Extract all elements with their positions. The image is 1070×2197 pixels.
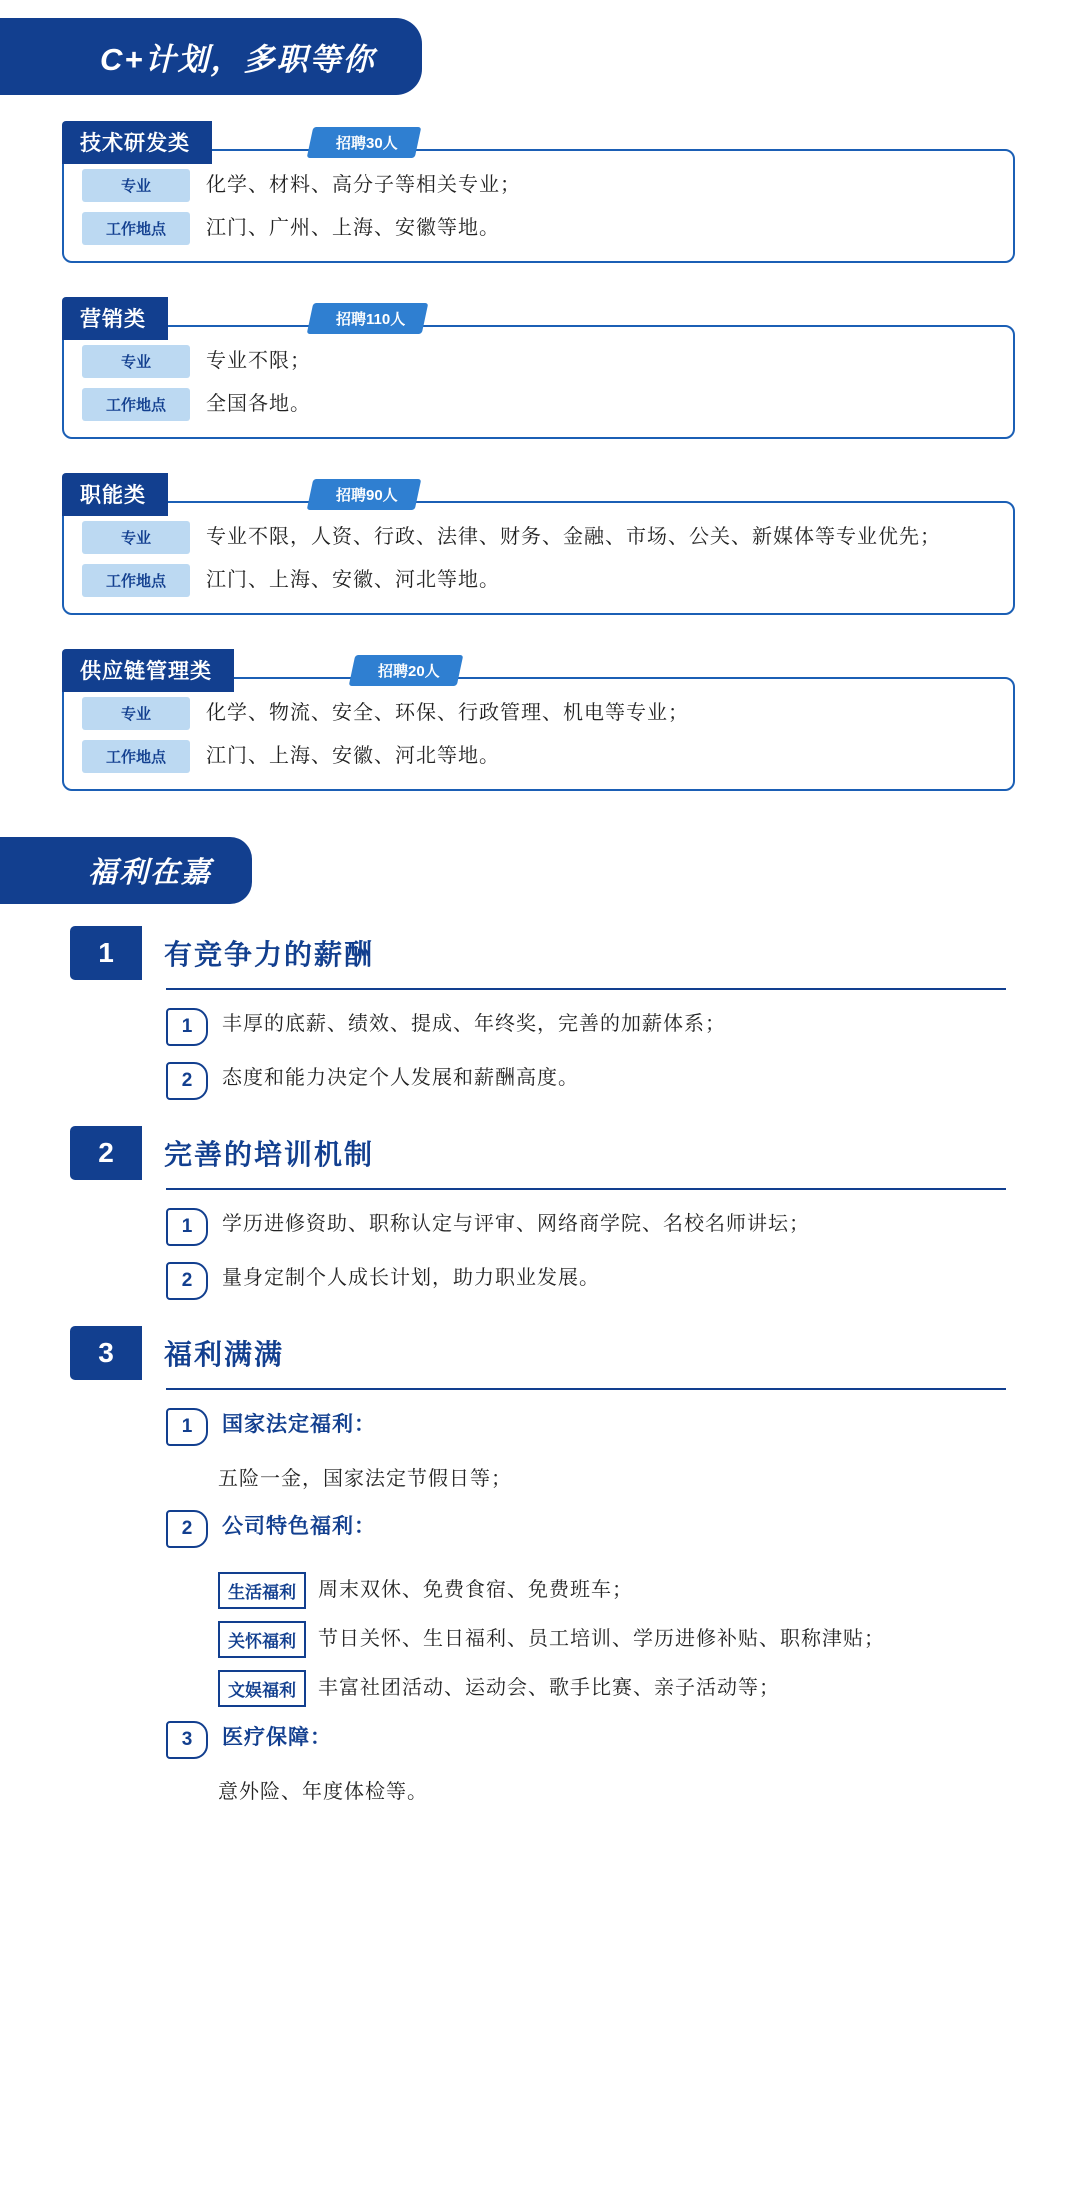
job-location-tag: 工作地点 [82, 212, 190, 245]
job-location-text: 全国各地。 [206, 393, 311, 415]
job-card-title: 技术研发类 [62, 121, 212, 164]
recruitment-banner-box [0, 18, 422, 95]
benefit-item-badge: 2 [166, 1062, 208, 1100]
benefit-item [166, 1006, 1014, 1046]
job-location-tag: 工作地点 [82, 388, 190, 421]
job-card [62, 649, 1015, 791]
job-card-header [62, 297, 1015, 331]
job-card-row [82, 169, 995, 202]
benefit-item-text: 丰厚的底薪、绩效、提成、年终奖，完善的加薪体系； [222, 1013, 726, 1035]
benefit-item-badge: 1 [166, 1408, 208, 1446]
benefit-number: 2 [70, 1126, 142, 1180]
benefit-item-badge: 1 [166, 1208, 208, 1246]
benefit-items [70, 990, 1014, 1100]
job-card-body [62, 501, 1015, 615]
benefit-item-text: 态度和能力决定个人发展和薪酬高度。 [222, 1067, 579, 1089]
job-card-count-badge [307, 479, 421, 510]
benefit-item [166, 1719, 1014, 1759]
benefit-block [70, 926, 1014, 1100]
benefit-item [166, 1206, 1014, 1246]
benefit-sub-row [218, 1572, 1014, 1609]
job-location-tag: 工作地点 [82, 564, 190, 597]
job-card-title: 职能类 [62, 473, 168, 516]
job-major-tag: 专业 [82, 345, 190, 378]
benefit-item [166, 1260, 1014, 1300]
benefit-item [166, 1406, 1014, 1446]
job-card-row [82, 564, 995, 597]
benefit-title: 有竞争力的薪酬 [164, 939, 375, 970]
benefit-item [166, 1060, 1014, 1100]
benefits-banner-title: 福利在嘉 [88, 857, 213, 889]
job-card-count-badge [349, 655, 463, 686]
benefit-sub-text: 周末双休、免费食宿、免费班车； [318, 1579, 633, 1601]
job-category-list [0, 121, 1070, 791]
job-card-header [62, 649, 1015, 683]
benefit-header [70, 926, 1014, 980]
job-card-row [82, 740, 995, 773]
recruitment-banner [0, 18, 1070, 95]
job-major-tag: 专业 [82, 169, 190, 202]
benefit-header [70, 1326, 1014, 1380]
benefit-sub-tag: 文娱福利 [218, 1670, 306, 1707]
job-card-header [62, 121, 1015, 155]
job-card-count-badge [307, 303, 429, 334]
job-major-text: 专业不限，人资、行政、法律、财务、金融、市场、公关、新媒体等专业优先； [206, 526, 941, 548]
benefit-sub-rows [166, 1562, 1014, 1707]
job-card-body [62, 677, 1015, 791]
job-card-count-label: 招聘20人 [378, 663, 440, 680]
benefit-title: 福利满满 [164, 1339, 285, 1370]
benefit-item-detail: 意外险、年度体检等。 [218, 1781, 428, 1803]
benefit-header [70, 1126, 1014, 1180]
job-card-count-badge [307, 127, 421, 158]
job-card [62, 473, 1015, 615]
job-major-tag: 专业 [82, 521, 190, 554]
benefits-list [0, 904, 1070, 1873]
job-card-row [82, 212, 995, 245]
job-card-row [82, 345, 995, 378]
benefit-sub-row [218, 1621, 1014, 1658]
job-major-text: 化学、物流、安全、环保、行政管理、机电等专业； [206, 702, 689, 724]
benefits-banner-box [0, 837, 252, 904]
benefit-items [70, 1390, 1014, 1807]
job-major-tag: 专业 [82, 697, 190, 730]
benefit-sub-text: 丰富社团活动、运动会、歌手比赛、亲子活动等； [318, 1677, 780, 1699]
benefit-block [70, 1326, 1014, 1807]
benefit-sub-row [218, 1670, 1014, 1707]
benefit-sub-tag: 关怀福利 [218, 1621, 306, 1658]
benefit-number: 3 [70, 1326, 142, 1380]
job-card [62, 297, 1015, 439]
recruitment-banner-title: C+计划，多职等你 [100, 42, 376, 77]
benefit-sub-text: 节日关怀、生日福利、员工培训、学历进修补贴、职称津贴； [318, 1628, 885, 1650]
job-card-count-label: 招聘90人 [336, 487, 398, 504]
job-card-count-label: 招聘110人 [336, 311, 406, 328]
job-card-title: 供应链管理类 [62, 649, 234, 692]
job-location-text: 江门、上海、安徽、河北等地。 [206, 745, 500, 767]
benefit-item-badge: 2 [166, 1510, 208, 1548]
benefit-item-detail: 五险一金，国家法定节假日等； [218, 1468, 512, 1490]
job-location-text: 江门、上海、安徽、河北等地。 [206, 569, 500, 591]
job-location-tag: 工作地点 [82, 740, 190, 773]
job-major-text: 化学、材料、高分子等相关专业； [206, 174, 521, 196]
benefits-banner [0, 837, 1070, 904]
benefit-title: 完善的培训机制 [164, 1139, 375, 1170]
job-card-row [82, 697, 995, 730]
job-card-count-label: 招聘30人 [336, 135, 398, 152]
benefit-item-badge: 2 [166, 1262, 208, 1300]
benefit-sub-tag: 生活福利 [218, 1572, 306, 1609]
benefit-item-badge: 3 [166, 1721, 208, 1759]
benefit-item-heading: 国家法定福利： [222, 1413, 376, 1436]
benefit-number: 1 [70, 926, 142, 980]
benefit-block [70, 1126, 1014, 1300]
benefit-item-text: 学历进修资助、职称认定与评审、网络商学院、名校名师讲坛； [222, 1213, 810, 1235]
benefit-item-badge: 1 [166, 1008, 208, 1046]
job-card-row [82, 388, 995, 421]
job-card-row [82, 521, 995, 554]
benefit-item-heading: 医疗保障： [222, 1726, 332, 1749]
job-card-header [62, 473, 1015, 507]
benefit-items [70, 1190, 1014, 1300]
benefit-item [166, 1508, 1014, 1548]
job-card-body [62, 149, 1015, 263]
job-card-title: 营销类 [62, 297, 168, 340]
job-card-body [62, 325, 1015, 439]
job-location-text: 江门、广州、上海、安徽等地。 [206, 217, 500, 239]
job-card [62, 121, 1015, 263]
job-major-text: 专业不限； [206, 350, 311, 372]
benefit-item-text: 量身定制个人成长计划，助力职业发展。 [222, 1267, 600, 1289]
benefit-item-heading: 公司特色福利： [222, 1515, 376, 1538]
